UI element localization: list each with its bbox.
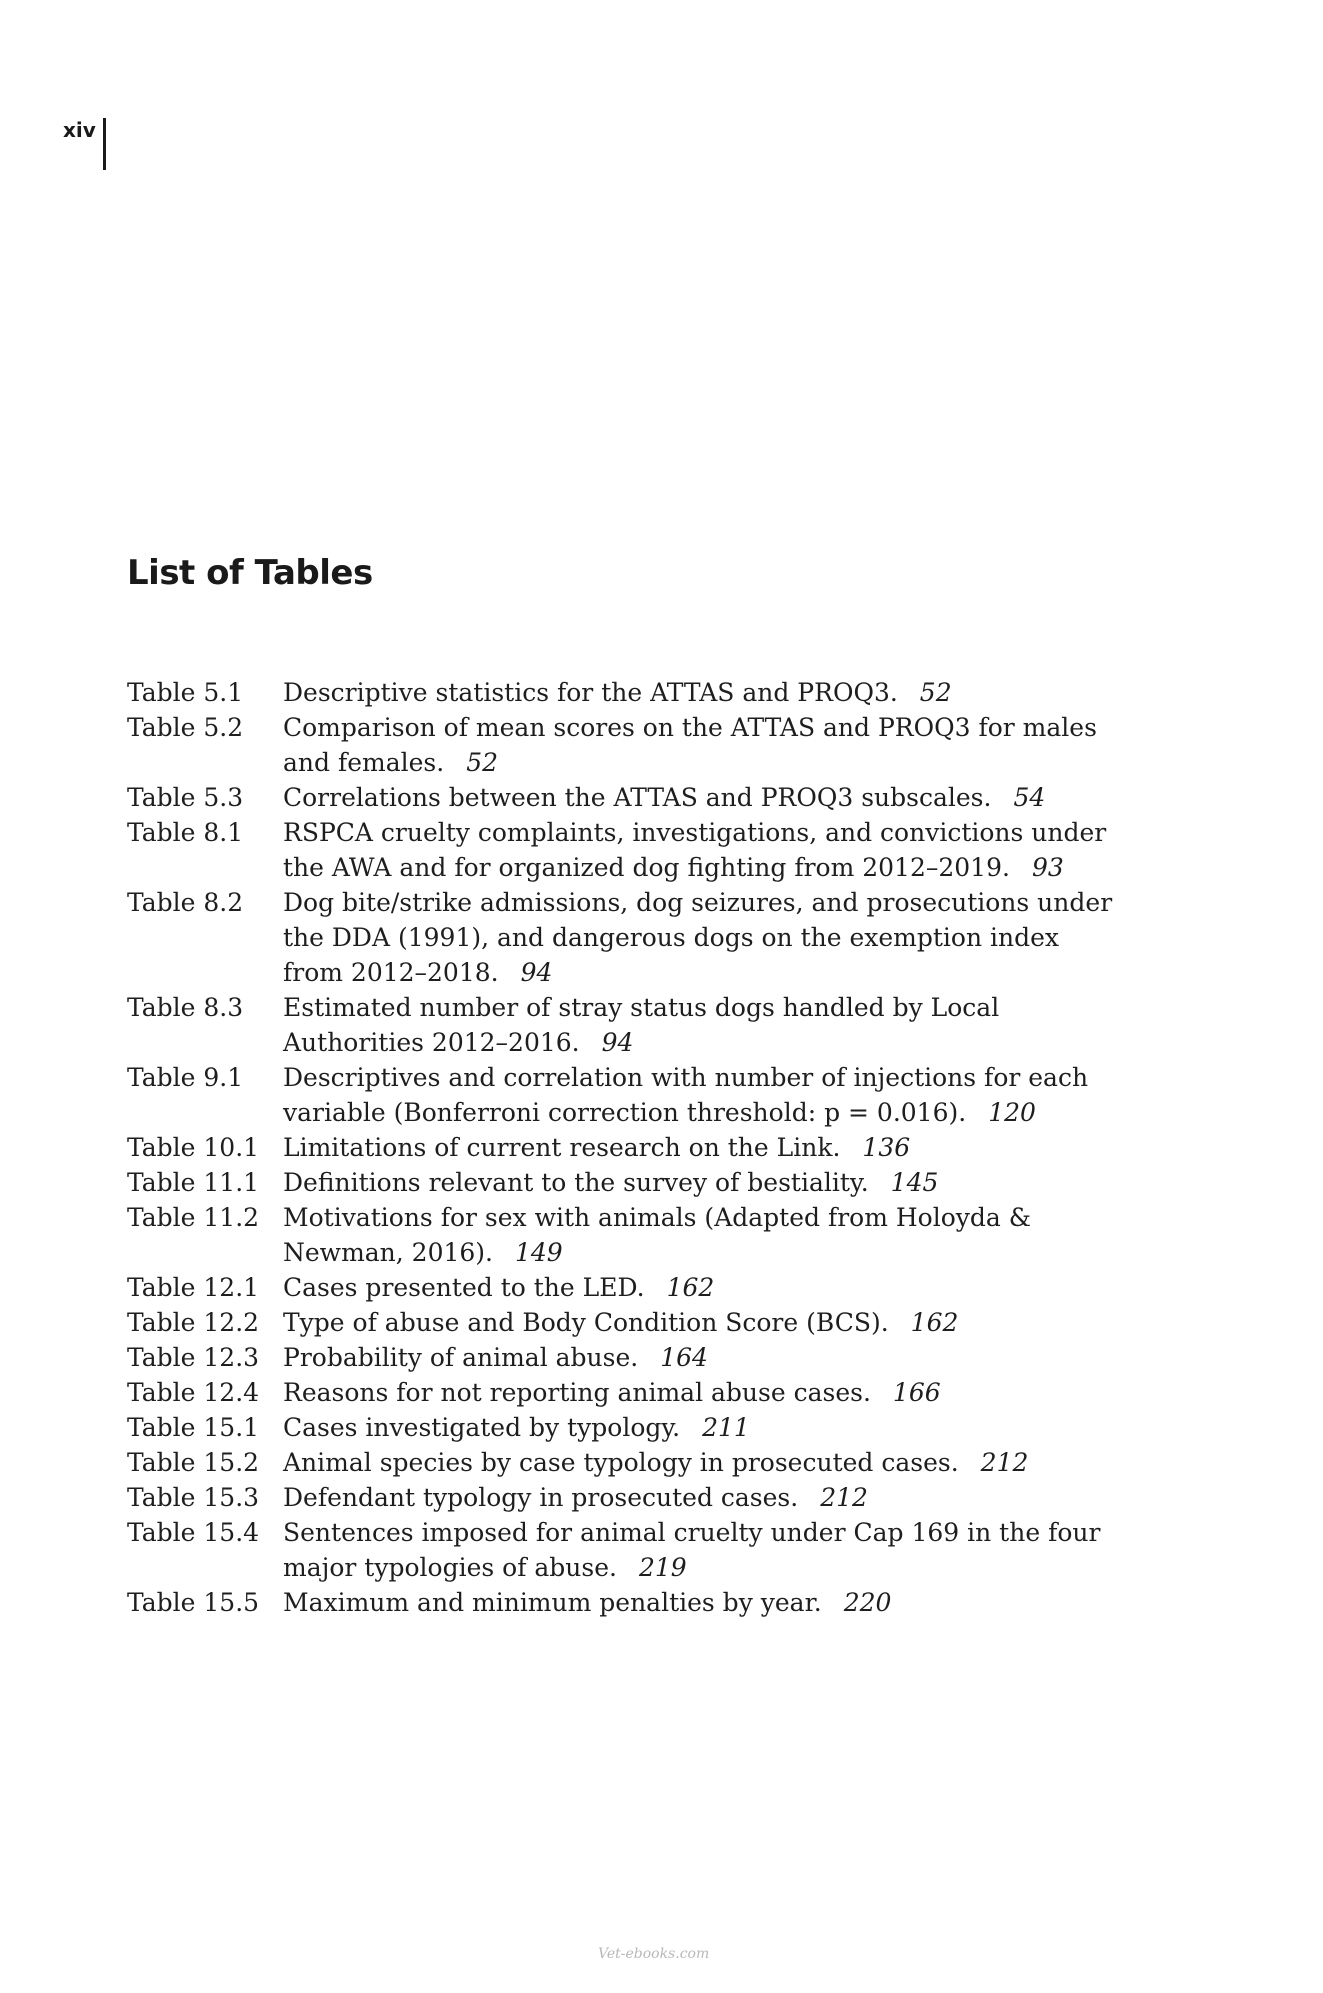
page-reference[interactable]: 212 xyxy=(980,1448,1029,1477)
page-reference[interactable]: 93 xyxy=(1031,853,1064,882)
table-caption-entry xyxy=(283,1445,1113,1480)
table-number: Table 12.4 xyxy=(127,1378,260,1407)
list-item[interactable] xyxy=(127,710,1127,780)
table-caption-entry xyxy=(283,1375,1113,1410)
list-item[interactable] xyxy=(127,1375,1127,1410)
table-caption-entry xyxy=(283,1270,1113,1305)
list-of-tables xyxy=(127,675,1127,1620)
table-caption: Cases investigated by typology. xyxy=(283,1413,681,1442)
table-caption: Definitions relevant to the survey of bestiality. xyxy=(283,1168,869,1197)
table-caption-entry xyxy=(283,1200,1113,1270)
page-reference[interactable]: 162 xyxy=(910,1308,959,1337)
watermark: Vet-ebooks.com xyxy=(598,1946,710,1962)
table-number: Table 9.1 xyxy=(127,1063,244,1092)
table-number: Table 15.4 xyxy=(127,1518,260,1547)
table-number: Table 8.2 xyxy=(127,888,244,917)
page-reference[interactable]: 219 xyxy=(638,1553,687,1582)
list-item[interactable] xyxy=(127,815,1127,885)
table-caption-entry xyxy=(283,780,1113,815)
list-item[interactable] xyxy=(127,1585,1127,1620)
list-item[interactable] xyxy=(127,675,1127,710)
list-item[interactable] xyxy=(127,1340,1127,1375)
table-caption: Maximum and minimum penalties by year. xyxy=(283,1588,822,1617)
table-caption-entry xyxy=(283,1585,1113,1620)
table-caption-entry xyxy=(283,1130,1113,1165)
table-caption-entry xyxy=(283,675,1113,710)
page-reference[interactable]: 164 xyxy=(660,1343,708,1372)
table-caption-entry xyxy=(283,1305,1113,1340)
table-caption-entry xyxy=(283,815,1113,885)
page-reference[interactable]: 54 xyxy=(1013,783,1046,812)
page-number-rule xyxy=(103,118,106,170)
page-reference[interactable]: 162 xyxy=(666,1273,715,1302)
page-reference[interactable]: 94 xyxy=(601,1028,634,1057)
list-item[interactable] xyxy=(127,1270,1127,1305)
list-item[interactable] xyxy=(127,1200,1127,1270)
table-caption-entry xyxy=(283,990,1113,1060)
page-reference[interactable]: 52 xyxy=(919,678,952,707)
table-caption-entry xyxy=(283,1515,1113,1585)
page-reference[interactable]: 211 xyxy=(702,1413,750,1442)
table-number: Table 5.2 xyxy=(127,713,244,742)
list-item[interactable] xyxy=(127,885,1127,990)
table-caption-entry xyxy=(283,1480,1113,1515)
page-number: xiv xyxy=(63,118,96,142)
list-item[interactable] xyxy=(127,990,1127,1060)
table-number: Table 15.1 xyxy=(127,1413,260,1442)
list-item[interactable] xyxy=(127,1060,1127,1130)
table-number: Table 15.2 xyxy=(127,1448,260,1477)
page-reference[interactable]: 149 xyxy=(515,1238,563,1267)
table-caption: Cases presented to the LED. xyxy=(283,1273,645,1302)
page-title: List of Tables xyxy=(127,553,373,593)
table-caption: RSPCA cruelty complaints, investigations, and convictions under the AWA and for organized dog fighting from 2012–2019. xyxy=(283,818,1107,882)
table-caption-entry xyxy=(283,1060,1113,1130)
table-number: Table 11.1 xyxy=(127,1168,260,1197)
table-number: Table 5.1 xyxy=(127,678,244,707)
list-item[interactable] xyxy=(127,1480,1127,1515)
page-reference[interactable]: 94 xyxy=(520,958,553,987)
table-number: Table 8.1 xyxy=(127,818,244,847)
table-number: Table 5.3 xyxy=(127,783,244,812)
list-item[interactable] xyxy=(127,1410,1127,1445)
table-caption-entry xyxy=(283,710,1113,780)
list-item[interactable] xyxy=(127,1515,1127,1585)
table-number: Table 11.2 xyxy=(127,1203,260,1232)
table-number: Table 15.5 xyxy=(127,1588,260,1617)
table-caption: Descriptives and correlation with number of injections for each variable (Bonferroni correction threshold: p = 0.016). xyxy=(283,1063,1089,1127)
table-number: Table 12.1 xyxy=(127,1273,260,1302)
table-number: Table 12.2 xyxy=(127,1308,260,1337)
table-caption-entry xyxy=(283,1165,1113,1200)
list-item[interactable] xyxy=(127,1130,1127,1165)
page-reference[interactable]: 136 xyxy=(862,1133,911,1162)
table-caption: Type of abuse and Body Condition Score (BCS). xyxy=(283,1308,889,1337)
table-caption: Dog bite/strike admissions, dog seizures, and prosecutions under the DDA (1991), and dangerous dogs on the exemption index from 2012–2018. xyxy=(283,888,1113,987)
table-number: Table 8.3 xyxy=(127,993,244,1022)
table-caption: Motivations for sex with animals (Adapted from Holoyda & Newman, 2016). xyxy=(283,1203,1031,1267)
table-caption: Animal species by case typology in prosecuted cases. xyxy=(283,1448,959,1477)
page-reference[interactable]: 52 xyxy=(466,748,498,777)
table-caption: Estimated number of stray status dogs handled by Local Authorities 2012–2016. xyxy=(283,993,1000,1057)
list-item[interactable] xyxy=(127,1445,1127,1480)
page-reference[interactable]: 212 xyxy=(820,1483,868,1512)
table-caption: Descriptive statistics for the ATTAS and PROQ3. xyxy=(283,678,898,707)
list-item[interactable] xyxy=(127,1305,1127,1340)
page-reference[interactable]: 145 xyxy=(890,1168,939,1197)
table-caption: Reasons for not reporting animal abuse cases. xyxy=(283,1378,871,1407)
page-reference[interactable]: 166 xyxy=(892,1378,941,1407)
table-caption-entry xyxy=(283,885,1113,990)
table-number: Table 12.3 xyxy=(127,1343,260,1372)
table-caption: Sentences imposed for animal cruelty under Cap 169 in the four major typologies of abuse. xyxy=(283,1518,1101,1582)
table-caption: Limitations of current research on the Link. xyxy=(283,1133,841,1162)
page-reference[interactable]: 120 xyxy=(988,1098,1036,1127)
page-reference[interactable]: 220 xyxy=(843,1588,892,1617)
table-caption: Correlations between the ATTAS and PROQ3 subscales. xyxy=(283,783,992,812)
list-item[interactable] xyxy=(127,780,1127,815)
table-caption-entry xyxy=(283,1340,1113,1375)
list-item[interactable] xyxy=(127,1165,1127,1200)
table-number: Table 10.1 xyxy=(127,1133,260,1162)
table-caption: Comparison of mean scores on the ATTAS and PROQ3 for males and females. xyxy=(283,713,1097,777)
table-caption: Defendant typology in prosecuted cases. xyxy=(283,1483,799,1512)
table-caption: Probability of animal abuse. xyxy=(283,1343,639,1372)
table-caption-entry xyxy=(283,1410,1113,1445)
table-number: Table 15.3 xyxy=(127,1483,260,1512)
